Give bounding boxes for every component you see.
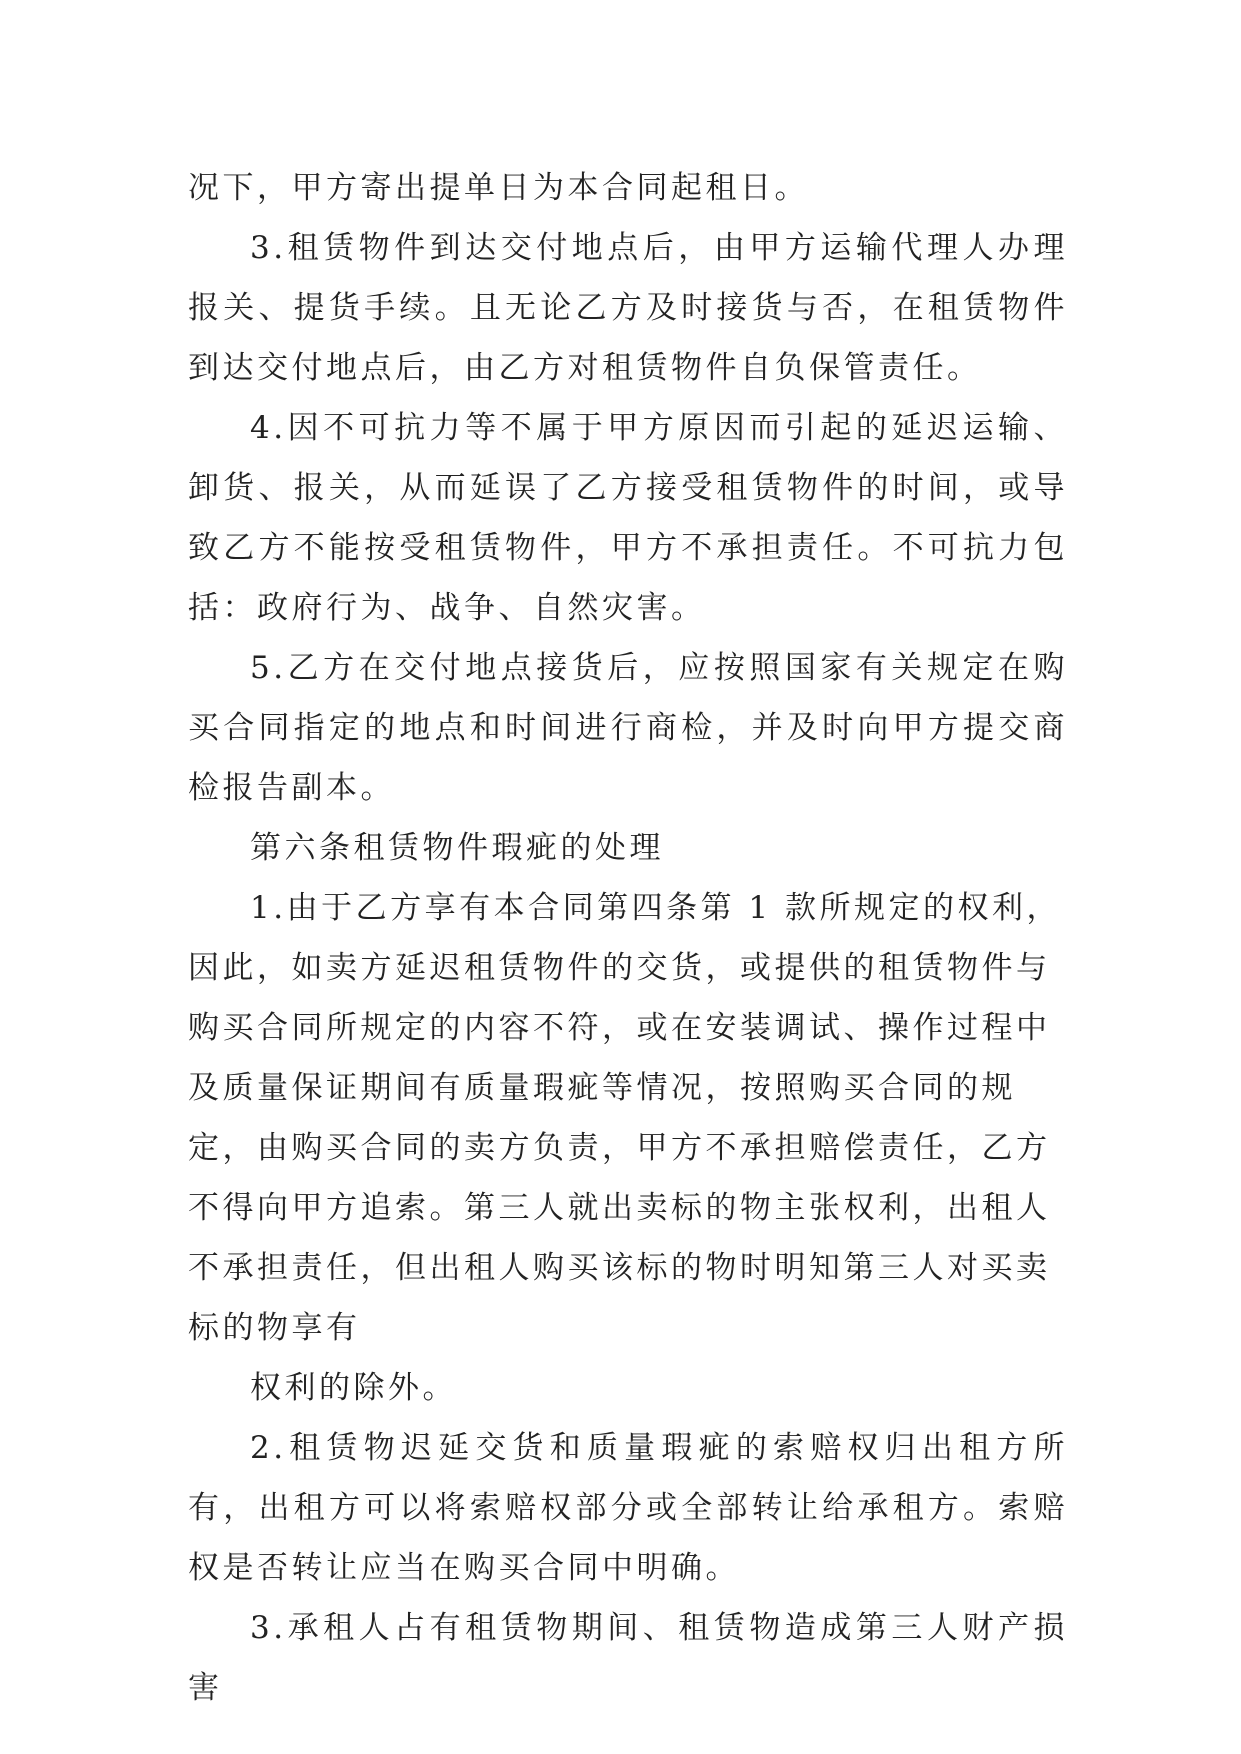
paragraph-commencement-date: 况下，甲方寄出提单日为本合同起租日。 (188, 170, 809, 206)
document-body (188, 158, 1068, 1718)
paragraph-clause-4-force-majeure: 4.因不可抗力等不属于甲方原因而引起的延迟运输、卸货、报关，从而延误了乙方接受租赁物件的时间，或导致乙方不能按受租赁物件，甲方不承担责任。不可抗力包括：政府行为、战争、自然灾害。 (188, 410, 1068, 626)
paragraph-clause-3-delivery: 3.租赁物件到达交付地点后，由甲方运输代理人办理报关、提货手续。且无论乙方及时接货与否，在租赁物件到达交付地点后，由乙方对租赁物件自负保管责任。 (188, 230, 1068, 386)
section-heading-article-6: 第六条租赁物件瑕疵的处理 (250, 830, 664, 866)
paragraph-article-6-clause-3: 3.承租人占有租赁物期间、租赁物造成第三人财产损害 (188, 1610, 1068, 1706)
paragraph-article-6-clause-1: 1.由于乙方享有本合同第四条第 1 款所规定的权利，因此，如卖方延迟租赁物件的交货，或提供的租赁物件与购买合同所规定的内容不符，或在安装调试、操作过程中及质量保证期间有质量瑕疵等情况，按照购买合同的规定，由购买合同的卖方负责，甲方不承担赔偿责任，乙方不得向甲方追索。第三人就出卖标的物主张权利，出租人不承担责任，但出租人购买该标的物时明知第三人对买卖标的物享有 (188, 890, 1062, 1346)
paragraph-article-6-clause-1-continued: 权利的除外。 (250, 1370, 457, 1406)
paragraph-article-6-clause-2: 2.租赁物迟延交货和质量瑕疵的索赔权归出租方所有，出租方可以将索赔权部分或全部转让给承租方。索赔权是否转让应当在购买合同中明确。 (188, 1430, 1068, 1586)
paragraph-clause-5-inspection: 5.乙方在交付地点接货后，应按照国家有关规定在购买合同指定的地点和时间进行商检，并及时向甲方提交商检报告副本。 (188, 650, 1068, 806)
